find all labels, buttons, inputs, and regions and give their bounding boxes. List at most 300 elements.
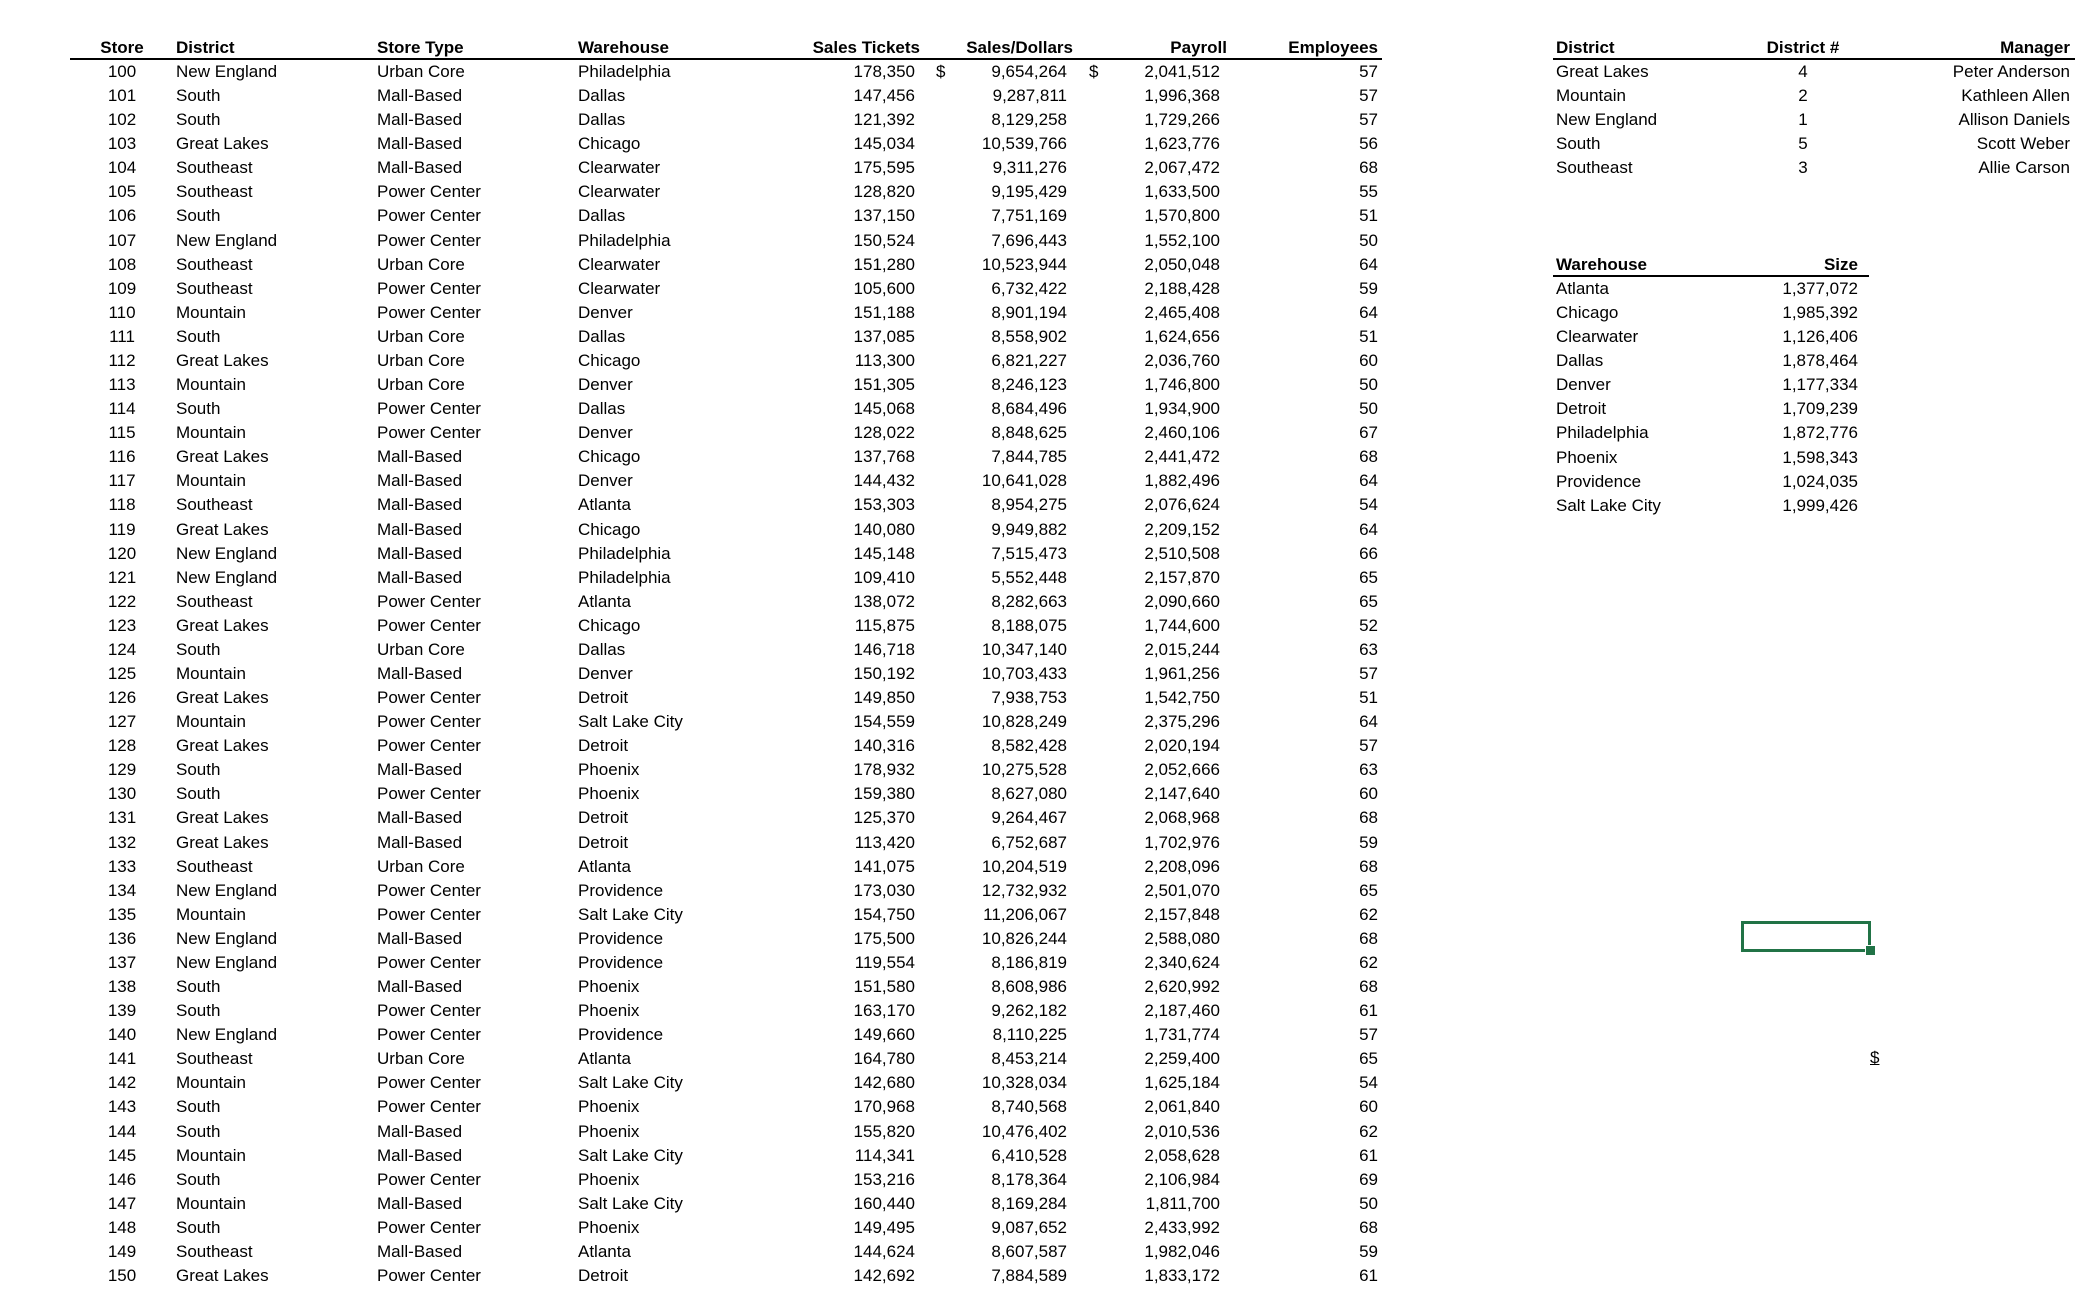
cell-store-number[interactable]: 107 — [107, 230, 137, 250]
cell-payroll[interactable]: 2,020,194 — [1144, 736, 1220, 756]
cell-store-type[interactable]: Power Center — [377, 230, 481, 250]
cell-sales-dollars[interactable]: 12,732,932 — [981, 880, 1067, 900]
cell-size[interactable]: 1,598,343 — [1782, 447, 1858, 467]
cell-sales-tickets[interactable]: 105,600 — [853, 278, 915, 298]
cell-payroll[interactable]: 2,588,080 — [1144, 928, 1220, 948]
cell-district[interactable]: Mountain — [176, 1193, 246, 1213]
cell-size[interactable]: 1,377,072 — [1782, 279, 1858, 298]
cell-employees[interactable]: 65 — [1359, 1049, 1378, 1069]
cell-payroll[interactable]: 2,090,660 — [1144, 591, 1220, 611]
cell-sales-dollars[interactable]: 7,938,753 — [991, 688, 1067, 708]
cell-warehouse[interactable]: Phoenix — [578, 760, 640, 780]
cell-sales-tickets[interactable]: 138,072 — [853, 591, 915, 611]
cell-store-number[interactable]: 119 — [108, 519, 136, 539]
cell-employees[interactable]: 54 — [1359, 1073, 1378, 1093]
cell-employees[interactable]: 68 — [1359, 808, 1378, 828]
cell-store-number[interactable]: 102 — [107, 110, 137, 130]
cell-district[interactable]: Mountain — [176, 904, 246, 924]
cell-sales-dollars[interactable]: 10,828,249 — [981, 712, 1067, 732]
cell-store-number[interactable]: 121 — [107, 567, 137, 587]
cell-store-type[interactable]: Power Center — [377, 1169, 481, 1189]
cell-warehouse[interactable]: Detroit — [578, 832, 629, 852]
cell-store-type[interactable]: Mall-Based — [377, 1121, 463, 1141]
cell-store-type[interactable]: Mall-Based — [377, 1145, 463, 1165]
cell-district-number[interactable]: 3 — [1798, 158, 1808, 178]
cell-warehouse[interactable]: Atlanta — [578, 591, 631, 611]
cell-district[interactable]: Southeast — [176, 591, 253, 611]
cell-store-number[interactable]: 129 — [107, 760, 137, 780]
cell-sales-dollars[interactable]: 8,954,275 — [991, 495, 1067, 515]
cell-sales-tickets[interactable]: 178,932 — [853, 760, 915, 780]
cell-payroll[interactable]: 1,731,774 — [1144, 1025, 1220, 1045]
cell-employees[interactable]: 64 — [1359, 254, 1378, 274]
cell-payroll[interactable]: 1,623,776 — [1144, 134, 1220, 154]
cell-sales-tickets[interactable]: 151,305 — [853, 375, 915, 395]
cell-sales-dollars[interactable]: 10,826,244 — [981, 928, 1067, 948]
cell-store-number[interactable]: 148 — [107, 1217, 137, 1237]
cell-sales-dollars[interactable]: 9,262,182 — [991, 1001, 1067, 1021]
cell-district[interactable]: New England — [176, 1025, 278, 1045]
cell-store-type[interactable]: Power Center — [377, 423, 481, 443]
cell-store-type[interactable]: Mall-Based — [377, 832, 463, 852]
cell-manager[interactable]: Scott Weber — [1976, 134, 2070, 154]
cell-employees[interactable]: 62 — [1359, 1121, 1378, 1141]
cell-store-number[interactable]: 140 — [107, 1025, 137, 1045]
cell-district[interactable]: South — [176, 1121, 221, 1141]
cell-warehouse[interactable]: Denver — [1556, 375, 1611, 395]
cell-warehouse[interactable]: Chicago — [1556, 303, 1619, 323]
cell-store-number[interactable]: 100 — [107, 62, 137, 81]
cell-district[interactable]: Mountain — [176, 423, 246, 443]
cell-store-type[interactable]: Mall-Based — [377, 760, 463, 780]
cell-store-number[interactable]: 115 — [108, 423, 136, 443]
cell-store-number[interactable]: 124 — [107, 639, 137, 659]
cell-store-number[interactable]: 131 — [107, 808, 137, 828]
cell-size[interactable]: 1,985,392 — [1782, 303, 1858, 323]
cell-warehouse[interactable]: Detroit — [578, 808, 629, 828]
cell-size[interactable]: 1,709,239 — [1782, 399, 1858, 419]
cell-sales-tickets[interactable]: 149,850 — [853, 688, 915, 708]
cell-warehouse[interactable]: Dallas — [1556, 351, 1604, 371]
cell-sales-dollars[interactable]: 6,410,528 — [991, 1145, 1067, 1165]
cell-district[interactable]: Southeast — [1556, 158, 1633, 178]
cell-payroll[interactable]: 1,833,172 — [1144, 1266, 1220, 1285]
cell-district[interactable]: New England — [176, 543, 278, 563]
cell-sales-tickets[interactable]: 153,303 — [853, 495, 915, 515]
cell-employees[interactable]: 68 — [1359, 1217, 1378, 1237]
cell-warehouse[interactable]: Dallas — [578, 86, 626, 106]
cell-sales-tickets[interactable]: 145,034 — [853, 134, 915, 154]
header-district[interactable]: District — [1556, 38, 1615, 57]
cell-employees[interactable]: 66 — [1359, 543, 1378, 563]
cell-store-type[interactable]: Power Center — [377, 904, 481, 924]
cell-sales-dollars[interactable]: 7,751,169 — [991, 206, 1067, 226]
cell-sales-dollars[interactable]: 8,110,225 — [992, 1025, 1067, 1045]
cell-district[interactable]: South — [1556, 134, 1601, 154]
cell-store-type[interactable]: Power Center — [377, 182, 481, 202]
cell-district[interactable]: Great Lakes — [176, 350, 269, 370]
cell-employees[interactable]: 63 — [1359, 639, 1378, 659]
cell-warehouse[interactable]: Atlanta — [578, 856, 631, 876]
cell-store-number[interactable]: 147 — [107, 1193, 137, 1213]
cell-store-type[interactable]: Power Center — [377, 206, 481, 226]
cell-payroll[interactable]: 1,702,976 — [1144, 832, 1220, 852]
cell-employees[interactable]: 51 — [1359, 326, 1378, 346]
cell-sales-tickets[interactable]: 151,280 — [853, 254, 915, 274]
cell-warehouse[interactable]: Chicago — [578, 447, 641, 467]
cell-sales-tickets[interactable]: 114,341 — [854, 1145, 915, 1165]
cell-warehouse[interactable]: Clearwater — [1556, 327, 1639, 347]
cell-sales-dollars[interactable]: 10,703,433 — [981, 664, 1067, 683]
cell-store-type[interactable]: Mall-Based — [377, 543, 463, 563]
cell-sales-tickets[interactable]: 141,075 — [853, 856, 915, 876]
cell-warehouse[interactable]: Denver — [578, 664, 633, 683]
cell-district[interactable]: South — [176, 399, 221, 419]
cell-district[interactable]: South — [176, 977, 221, 997]
cell-sales-tickets[interactable]: 150,524 — [853, 230, 915, 250]
cell-sales-dollars[interactable]: 9,264,467 — [991, 808, 1067, 828]
cell-store-number[interactable]: 143 — [107, 1097, 137, 1117]
cell-payroll[interactable]: 2,375,296 — [1144, 712, 1220, 732]
cell-sales-dollars[interactable]: 5,552,448 — [991, 567, 1067, 587]
cell-warehouse[interactable]: Philadelphia — [578, 543, 671, 563]
cell-sales-tickets[interactable]: 151,188 — [853, 302, 915, 322]
cell-store-type[interactable]: Power Center — [377, 736, 481, 756]
cell-district[interactable]: Great Lakes — [176, 688, 269, 708]
cell-store-number[interactable]: 136 — [107, 928, 137, 948]
cell-payroll[interactable]: 1,633,500 — [1144, 182, 1220, 202]
cell-sales-dollars[interactable]: 11,206,067 — [983, 904, 1067, 924]
cell-district[interactable]: New England — [176, 62, 278, 81]
cell-district[interactable]: South — [176, 1169, 221, 1189]
cell-warehouse[interactable]: Dallas — [578, 399, 626, 419]
cell-warehouse[interactable]: Clearwater — [578, 254, 661, 274]
cell-employees[interactable]: 64 — [1359, 519, 1378, 539]
cell-warehouse[interactable]: Detroit — [578, 688, 629, 708]
cell-store-number[interactable]: 135 — [107, 904, 137, 924]
cell-warehouse[interactable]: Phoenix — [578, 1121, 640, 1141]
cell-payroll[interactable]: 2,147,640 — [1144, 784, 1220, 804]
cell-store-type[interactable]: Urban Core — [377, 856, 465, 876]
cell-district[interactable]: Great Lakes — [176, 447, 269, 467]
cell-employees[interactable]: 55 — [1359, 182, 1378, 202]
cell-sales-tickets[interactable]: 150,192 — [853, 664, 915, 683]
cell-warehouse[interactable]: Phoenix — [578, 1001, 640, 1021]
cell-district[interactable]: Mountain — [176, 302, 246, 322]
cell-district[interactable]: South — [176, 1001, 221, 1021]
cell-store-number[interactable]: 106 — [107, 206, 137, 226]
cell-payroll[interactable]: 1,934,900 — [1144, 399, 1220, 419]
cell-employees[interactable]: 56 — [1359, 134, 1378, 154]
cell-district[interactable]: Southeast — [176, 182, 253, 202]
header-district[interactable]: District — [176, 38, 235, 57]
cell-district[interactable]: Mountain — [1556, 86, 1626, 106]
cell-district[interactable]: South — [176, 86, 221, 106]
cell-district[interactable]: Southeast — [176, 1241, 253, 1261]
header-warehouse[interactable]: Warehouse — [1556, 255, 1648, 274]
cell-sales-dollars[interactable]: 10,476,402 — [981, 1121, 1067, 1141]
cell-district[interactable]: South — [176, 760, 221, 780]
cell-store-type[interactable]: Mall-Based — [377, 567, 463, 587]
cell-district[interactable]: Southeast — [176, 158, 253, 178]
cell-manager[interactable]: Allison Daniels — [1958, 110, 2070, 130]
cell-warehouse[interactable]: Clearwater — [578, 182, 661, 202]
cell-warehouse[interactable]: Philadelphia — [578, 230, 671, 250]
cell-district[interactable]: South — [176, 110, 221, 130]
cell-payroll[interactable]: 2,010,536 — [1144, 1121, 1220, 1141]
cell-warehouse[interactable]: Denver — [578, 302, 633, 322]
cell-store-number[interactable]: 111 — [109, 326, 135, 346]
cell-manager[interactable]: Peter Anderson — [1952, 62, 2070, 81]
cell-store-number[interactable]: 122 — [107, 591, 137, 611]
header-store[interactable]: Store — [100, 38, 144, 57]
cell-employees[interactable]: 57 — [1359, 86, 1378, 106]
cell-payroll[interactable]: 2,460,106 — [1144, 423, 1220, 443]
cell-store-type[interactable]: Power Center — [377, 1266, 481, 1285]
cell-payroll[interactable]: 2,465,408 — [1144, 302, 1220, 322]
cell-sales-dollars[interactable]: 7,884,589 — [991, 1266, 1067, 1285]
cell-payroll[interactable]: 2,208,096 — [1144, 856, 1220, 876]
cell-store-type[interactable]: Mall-Based — [377, 977, 463, 997]
cell-sales-dollars[interactable]: 6,821,227 — [991, 350, 1067, 370]
cell-warehouse[interactable]: Clearwater — [578, 278, 661, 298]
cell-store-number[interactable]: 104 — [107, 158, 137, 178]
cell-sales-dollars[interactable]: 9,654,264 — [991, 62, 1067, 81]
cell-sales-dollars[interactable]: 10,539,766 — [981, 134, 1067, 154]
cell-district[interactable]: South — [176, 1097, 221, 1117]
cell-employees[interactable]: 68 — [1359, 158, 1378, 178]
cell-sales-tickets[interactable]: 115,875 — [854, 615, 915, 635]
cell-district[interactable]: South — [176, 639, 221, 659]
cell-sales-dollars[interactable]: 10,204,519 — [981, 856, 1067, 876]
cell-sales-tickets[interactable]: 144,432 — [853, 471, 915, 491]
cell-sales-tickets[interactable]: 160,440 — [853, 1193, 915, 1213]
cell-sales-tickets[interactable]: 154,559 — [853, 712, 915, 732]
cell-employees[interactable]: 64 — [1359, 471, 1378, 491]
cell-district[interactable]: New England — [1556, 110, 1658, 130]
cell-manager[interactable]: Allie Carson — [1978, 158, 2070, 178]
cell-store-type[interactable]: Power Center — [377, 880, 481, 900]
cell-sales-dollars[interactable]: 9,287,811 — [992, 86, 1067, 106]
cell-warehouse[interactable]: Phoenix — [578, 784, 640, 804]
cell-size[interactable]: 1,999,426 — [1782, 495, 1858, 515]
cell-employees[interactable]: 51 — [1359, 688, 1378, 708]
cell-store-type[interactable]: Urban Core — [377, 639, 465, 659]
cell-employees[interactable]: 64 — [1359, 712, 1378, 732]
cell-store-type[interactable]: Urban Core — [377, 326, 465, 346]
cell-store-type[interactable]: Mall-Based — [377, 86, 463, 106]
cell-employees[interactable]: 50 — [1359, 399, 1378, 419]
cell-store-type[interactable]: Mall-Based — [377, 471, 463, 491]
cell-warehouse[interactable]: Phoenix — [578, 977, 640, 997]
cell-warehouse[interactable]: Detroit — [1556, 399, 1607, 419]
cell-sales-tickets[interactable]: 113,300 — [854, 350, 915, 370]
cell-warehouse[interactable]: Dallas — [578, 326, 626, 346]
cell-sales-tickets[interactable]: 137,150 — [853, 206, 915, 226]
cell-payroll[interactable]: 2,050,048 — [1144, 254, 1220, 274]
cell-payroll[interactable]: 2,041,512 — [1144, 62, 1220, 81]
cell-warehouse[interactable]: Salt Lake City — [578, 904, 683, 924]
cell-store-number[interactable]: 142 — [107, 1073, 137, 1093]
cell-sales-tickets[interactable]: 173,030 — [853, 880, 915, 900]
cell-store-type[interactable]: Mall-Based — [377, 158, 463, 178]
cell-employees[interactable]: 62 — [1359, 952, 1378, 972]
cell-store-number[interactable]: 116 — [108, 447, 136, 467]
cell-employees[interactable]: 54 — [1359, 495, 1378, 515]
cell-store-number[interactable]: 145 — [107, 1145, 137, 1165]
cell-store-type[interactable]: Urban Core — [377, 254, 465, 274]
cell-employees[interactable]: 60 — [1359, 784, 1378, 804]
cell-warehouse[interactable]: Salt Lake City — [578, 1145, 683, 1165]
cell-sales-dollars[interactable]: 8,178,364 — [991, 1169, 1067, 1189]
cell-sales-dollars[interactable]: 10,523,944 — [981, 254, 1067, 274]
header-manager[interactable]: Manager — [2000, 38, 2070, 57]
cell-warehouse[interactable]: Providence — [578, 880, 664, 900]
cell-sales-tickets[interactable]: 140,080 — [853, 519, 915, 539]
cell-payroll[interactable]: 1,744,600 — [1144, 615, 1220, 635]
cell-sales-tickets[interactable]: 159,380 — [853, 784, 915, 804]
header-store-type[interactable]: Store Type — [377, 38, 464, 57]
header-size[interactable]: Size — [1823, 255, 1858, 274]
cell-district[interactable]: Great Lakes — [176, 832, 269, 852]
cell-payroll[interactable]: 2,106,984 — [1144, 1169, 1220, 1189]
cell-payroll[interactable]: 2,068,968 — [1144, 808, 1220, 828]
cell-store-number[interactable]: 130 — [107, 784, 137, 804]
cell-warehouse[interactable]: Providence — [1556, 471, 1642, 491]
cell-size[interactable]: 1,177,334 — [1782, 375, 1858, 395]
cell-warehouse[interactable]: Clearwater — [578, 158, 661, 178]
cell-store-number[interactable]: 123 — [107, 615, 137, 635]
cell-warehouse[interactable]: Atlanta — [578, 495, 631, 515]
cell-sales-tickets[interactable]: 109,410 — [853, 567, 915, 587]
header-employees[interactable]: Employees — [1288, 38, 1378, 57]
cell-store-type[interactable]: Mall-Based — [377, 495, 463, 515]
cell-store-number[interactable]: 114 — [108, 399, 136, 419]
cell-employees[interactable]: 61 — [1359, 1145, 1378, 1165]
fill-handle[interactable] — [1865, 945, 1876, 956]
cell-warehouse[interactable]: Phoenix — [1556, 447, 1618, 467]
cell-store-type[interactable]: Power Center — [377, 1025, 481, 1045]
cell-sales-tickets[interactable]: 137,085 — [853, 326, 915, 346]
cell-district-number[interactable]: 5 — [1798, 134, 1808, 154]
cell-sales-tickets[interactable]: 121,392 — [853, 110, 915, 130]
cell-payroll[interactable]: 1,811,700 — [1145, 1193, 1220, 1213]
cell-district[interactable]: Southeast — [176, 856, 253, 876]
cell-store-number[interactable]: 120 — [107, 543, 137, 563]
cell-employees[interactable]: 68 — [1359, 977, 1378, 997]
cell-sales-tickets[interactable]: 128,820 — [853, 182, 915, 202]
cell-store-number[interactable]: 139 — [107, 1001, 137, 1021]
cell-store-number[interactable]: 149 — [107, 1241, 137, 1261]
cell-employees[interactable]: 68 — [1359, 928, 1378, 948]
cell-store-type[interactable]: Power Center — [377, 399, 481, 419]
cell-store-number[interactable]: 137 — [107, 952, 137, 972]
cell-store-type[interactable]: Mall-Based — [377, 110, 463, 130]
cell-store-type[interactable]: Mall-Based — [377, 134, 463, 154]
cell-sales-tickets[interactable]: 155,820 — [853, 1121, 915, 1141]
cell-sales-tickets[interactable]: 144,624 — [853, 1241, 915, 1261]
cell-district[interactable]: Great Lakes — [176, 736, 269, 756]
cell-store-type[interactable]: Mall-Based — [377, 1193, 463, 1213]
cell-store-type[interactable]: Power Center — [377, 1001, 481, 1021]
cell-sales-dollars[interactable]: 7,696,443 — [991, 230, 1067, 250]
cell-warehouse[interactable]: Providence — [578, 952, 664, 972]
cell-warehouse[interactable]: Providence — [578, 928, 664, 948]
cell-store-number[interactable]: 117 — [108, 471, 136, 491]
cell-payroll[interactable]: 2,157,848 — [1144, 904, 1220, 924]
cell-payroll[interactable]: 1,625,184 — [1144, 1073, 1220, 1093]
cell-employees[interactable]: 57 — [1359, 664, 1378, 683]
cell-warehouse[interactable]: Salt Lake City — [578, 712, 683, 732]
cell-payroll[interactable]: 2,058,628 — [1144, 1145, 1220, 1165]
cell-sales-dollars[interactable]: 10,328,034 — [981, 1073, 1067, 1093]
cell-district[interactable]: South — [176, 206, 221, 226]
cell-district[interactable]: Southeast — [176, 1049, 253, 1069]
cell-warehouse[interactable]: Salt Lake City — [578, 1193, 683, 1213]
cell-payroll[interactable]: 1,624,656 — [1144, 326, 1220, 346]
cell-warehouse[interactable]: Detroit — [578, 1266, 629, 1285]
cell-size[interactable]: 1,872,776 — [1782, 423, 1858, 443]
cell-sales-tickets[interactable]: 113,420 — [854, 832, 915, 852]
cell-payroll[interactable]: 2,036,760 — [1144, 350, 1220, 370]
cell-store-type[interactable]: Mall-Based — [377, 664, 463, 683]
cell-district[interactable]: South — [176, 784, 221, 804]
cell-warehouse[interactable]: Denver — [578, 471, 633, 491]
cell-warehouse[interactable]: Philadelphia — [578, 567, 671, 587]
cell-store-type[interactable]: Power Center — [377, 278, 481, 298]
cell-district[interactable]: Mountain — [176, 712, 246, 732]
cell-sales-dollars[interactable]: 8,453,214 — [991, 1049, 1067, 1069]
cell-warehouse[interactable]: Salt Lake City — [578, 1073, 683, 1093]
cell-store-number[interactable]: 150 — [107, 1266, 137, 1285]
cell-store-type[interactable]: Urban Core — [377, 62, 465, 81]
cell-store-type[interactable]: Power Center — [377, 952, 481, 972]
cell-sales-dollars[interactable]: 8,246,123 — [991, 375, 1067, 395]
cell-sales-dollars[interactable]: 8,607,587 — [991, 1241, 1067, 1261]
cell-payroll[interactable]: 2,501,070 — [1144, 880, 1220, 900]
cell-employees[interactable]: 59 — [1359, 1241, 1378, 1261]
cell-employees[interactable]: 63 — [1359, 760, 1378, 780]
cell-store-type[interactable]: Mall-Based — [377, 1241, 463, 1261]
cell-store-number[interactable]: 127 — [107, 712, 137, 732]
cell-store-number[interactable]: 112 — [108, 350, 136, 370]
cell-store-type[interactable]: Power Center — [377, 1097, 481, 1117]
cell-sales-tickets[interactable]: 175,595 — [853, 158, 915, 178]
cell-employees[interactable]: 64 — [1359, 302, 1378, 322]
cell-store-number[interactable]: 132 — [107, 832, 137, 852]
cell-employees[interactable]: 57 — [1359, 62, 1378, 81]
cell-sales-tickets[interactable]: 145,068 — [853, 399, 915, 419]
cell-warehouse[interactable]: Chicago — [578, 615, 641, 635]
cell-district[interactable]: New England — [176, 567, 278, 587]
cell-payroll[interactable]: 1,982,046 — [1144, 1241, 1220, 1261]
cell-store-type[interactable]: Mall-Based — [377, 519, 463, 539]
cell-sales-tickets[interactable]: 149,660 — [853, 1025, 915, 1045]
cell-sales-dollars[interactable]: 10,347,140 — [981, 639, 1067, 659]
cell-payroll[interactable]: 1,729,266 — [1144, 110, 1220, 130]
cell-employees[interactable]: 61 — [1359, 1266, 1378, 1285]
cell-employees[interactable]: 50 — [1359, 230, 1378, 250]
cell-district[interactable]: Great Lakes — [176, 808, 269, 828]
cell-district[interactable]: Mountain — [176, 471, 246, 491]
cell-sales-dollars[interactable]: 6,752,687 — [991, 832, 1067, 852]
cell-sales-dollars[interactable]: 8,627,080 — [991, 784, 1067, 804]
cell-sales-tickets[interactable]: 125,370 — [853, 808, 915, 828]
cell-district[interactable]: Great Lakes — [1556, 62, 1649, 81]
cell-employees[interactable]: 61 — [1359, 1001, 1378, 1021]
cell-sales-dollars[interactable]: 9,195,429 — [991, 182, 1067, 202]
cell-employees[interactable]: 50 — [1359, 375, 1378, 395]
